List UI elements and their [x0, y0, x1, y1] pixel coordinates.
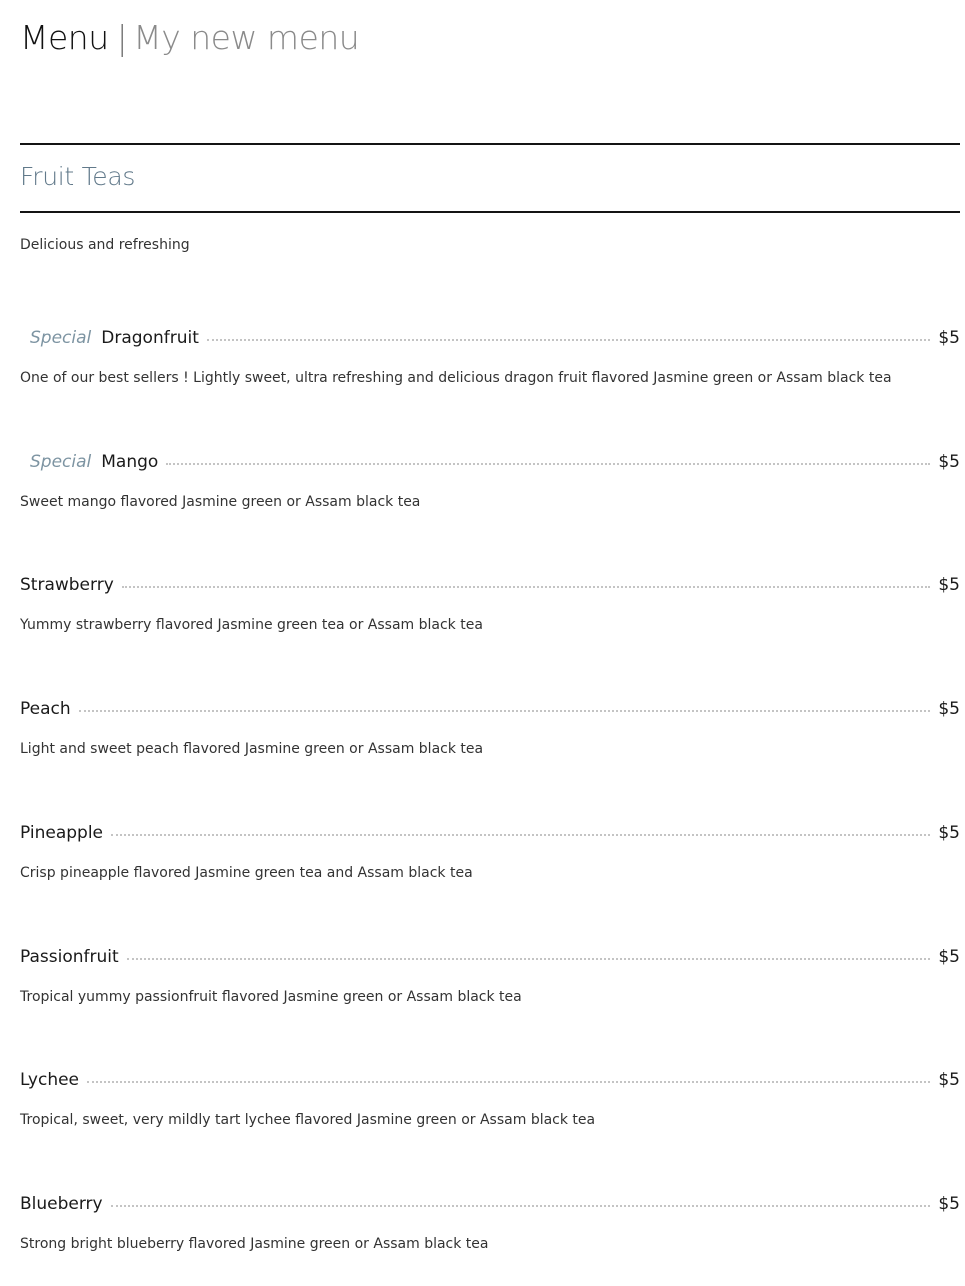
menu-item[interactable]	[20, 575, 960, 635]
menu-item-price: $5	[938, 823, 960, 843]
section-title: Fruit Teas	[20, 162, 136, 191]
section-divider-bottom	[20, 211, 960, 213]
dotted-leader	[127, 958, 931, 960]
dotted-leader	[87, 1081, 930, 1083]
menu-item-price: $5	[938, 947, 960, 967]
dotted-leader	[166, 463, 930, 465]
menu-item-row	[20, 328, 960, 356]
menu-item-row	[20, 1194, 960, 1222]
menu-item-price: $5	[938, 699, 960, 719]
menu-item-price: $5	[938, 575, 960, 595]
menu-item[interactable]	[20, 823, 960, 883]
menu-item-row	[20, 699, 960, 727]
menu-item-name: Strawberry	[20, 575, 114, 595]
menu-item-name: Pineapple	[20, 823, 104, 843]
dotted-leader	[207, 339, 930, 341]
menu-item-description: One of our best sellers ! Lightly sweet, ultra refreshing and delicious dragon fruit flavored Jasmine green or Assam black tea	[20, 370, 892, 386]
dotted-leader	[122, 586, 931, 588]
menu-item-name: Mango	[101, 452, 159, 472]
menu-item[interactable]	[20, 699, 960, 759]
menu-item-row	[20, 947, 960, 975]
special-badge: Special	[30, 452, 92, 472]
menu-item-price: $5	[938, 1194, 960, 1214]
menu-item-name: Peach	[20, 699, 71, 719]
page-title-main: Menu	[20, 18, 109, 57]
dotted-leader	[111, 834, 930, 836]
menu-item[interactable]	[20, 1194, 960, 1254]
menu-item-price: $5	[938, 452, 960, 472]
section-description: Delicious and refreshing	[20, 237, 190, 253]
section-divider-top	[20, 143, 960, 145]
menu-item-description: Strong bright blueberry flavored Jasmine green or Assam black tea	[20, 1236, 489, 1252]
menu-item[interactable]	[20, 1070, 960, 1130]
menu-item[interactable]	[20, 452, 960, 512]
menu-item-description: Tropical, sweet, very mildly tart lychee flavored Jasmine green or Assam black tea	[20, 1112, 596, 1128]
menu-item-name: Passionfruit	[20, 947, 119, 967]
page-title-separator: |	[116, 18, 128, 57]
menu-item-description: Light and sweet peach flavored Jasmine green or Assam black tea	[20, 741, 484, 757]
dotted-leader	[79, 710, 931, 712]
menu-item-name: Dragonfruit	[101, 328, 199, 348]
menu-item-price: $5	[938, 1070, 960, 1090]
menu-item[interactable]	[20, 328, 960, 388]
menu-item-description: Sweet mango flavored Jasmine green or Assam black tea	[20, 494, 421, 510]
menu-item-name: Blueberry	[20, 1194, 103, 1214]
menu-item[interactable]	[20, 947, 960, 1007]
menu-item-row	[20, 452, 960, 480]
menu-item-price: $5	[938, 328, 960, 348]
menu-item-description: Tropical yummy passionfruit flavored Jasmine green or Assam black tea	[20, 989, 522, 1005]
menu-item-description: Yummy strawberry flavored Jasmine green tea or Assam black tea	[20, 617, 483, 633]
page-title	[20, 16, 359, 60]
menu-item-row	[20, 823, 960, 851]
page-title-menu-name: My new menu	[133, 18, 360, 57]
menu-item-name: Lychee	[20, 1070, 80, 1090]
dotted-leader	[111, 1205, 931, 1207]
menu-item-description: Crisp pineapple flavored Jasmine green tea and Assam black tea	[20, 865, 473, 881]
special-badge: Special	[30, 328, 92, 348]
menu-item-row	[20, 1070, 960, 1098]
menu-item-row	[20, 575, 960, 603]
